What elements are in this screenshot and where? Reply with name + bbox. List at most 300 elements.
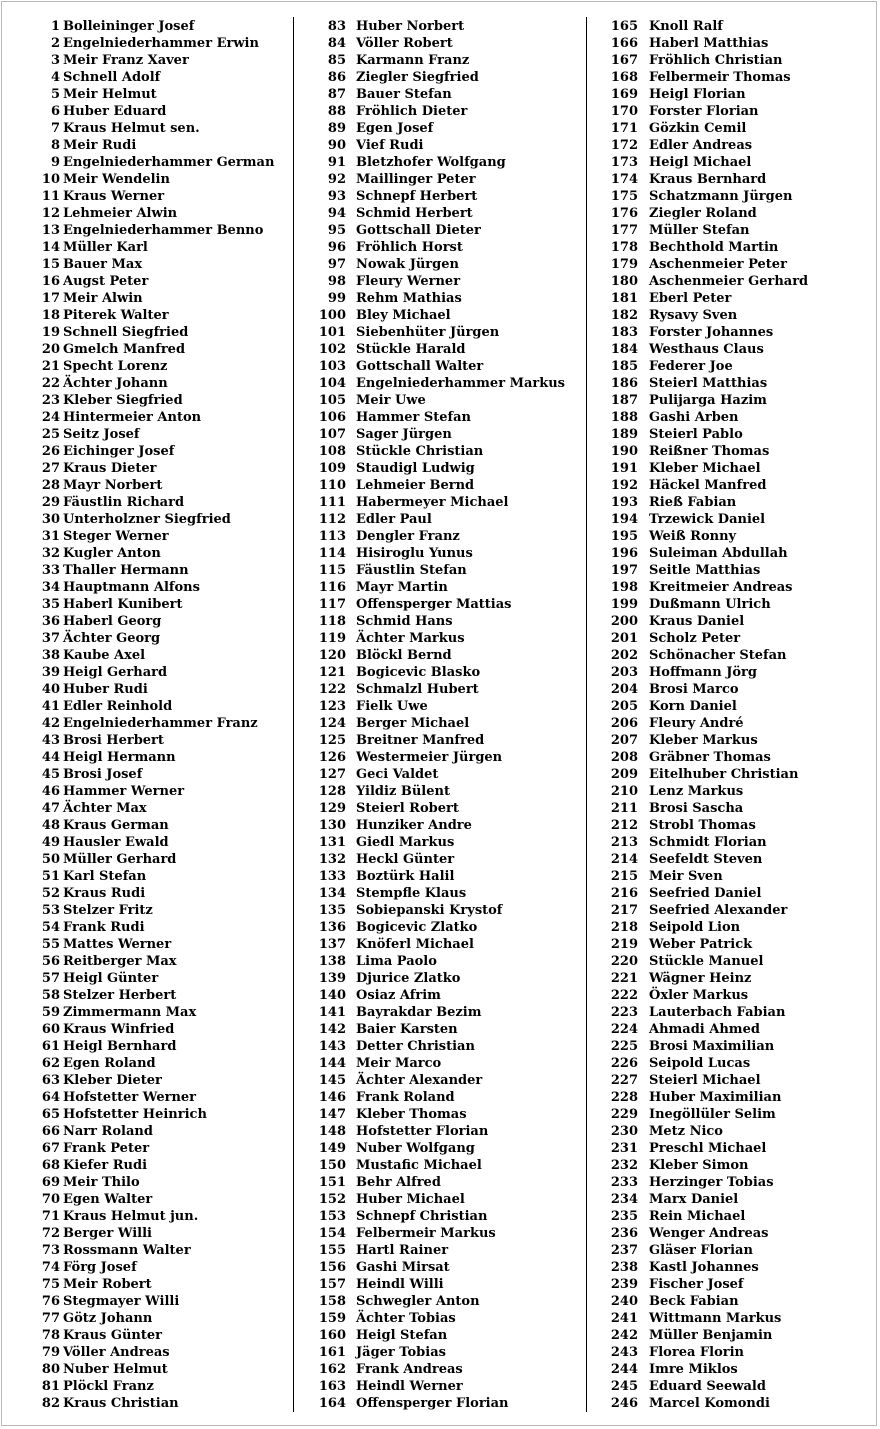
list-item [26, 511, 231, 528]
member-name: Meir Thilo [63, 1175, 140, 1190]
entry-number: 79 [41, 1345, 60, 1360]
entry-number: 163 [318, 1379, 346, 1394]
entry-number: 204 [610, 682, 638, 697]
member-name: Meir Robert [63, 1277, 152, 1292]
member-name: Ahmadi Ahmed [649, 1022, 760, 1037]
entry-number: 59 [41, 1005, 60, 1020]
member-name: Strobl Thomas [649, 818, 756, 833]
list-item [26, 1072, 162, 1089]
list-item [604, 494, 737, 511]
list-item [312, 868, 455, 885]
member-name: Egen Walter [63, 1192, 153, 1207]
entry-number: 123 [318, 699, 346, 714]
list-item [604, 1106, 776, 1123]
entry-number: 53 [41, 903, 60, 918]
entry-number: 139 [318, 971, 346, 986]
entry-number: 121 [318, 665, 346, 680]
entry-number: 238 [610, 1260, 638, 1275]
list-item [26, 1191, 153, 1208]
member-name: Reißner Thomas [649, 444, 770, 459]
entry-number: 27 [41, 461, 60, 476]
list-item [26, 1123, 153, 1140]
member-name: Seefeldt Steven [649, 852, 763, 867]
member-name: Lauterbach Fabian [649, 1005, 786, 1020]
member-name: Huber Maximilian [649, 1090, 782, 1105]
member-name: Eichinger Josef [63, 444, 175, 459]
member-name: Meir Marco [356, 1056, 442, 1071]
member-name: Kleber Siegfried [63, 393, 183, 408]
member-name: Ächter Johann [63, 376, 168, 391]
entry-number: 197 [610, 563, 638, 578]
member-name: Steger Werner [63, 529, 169, 544]
entry-number: 226 [610, 1056, 638, 1071]
list-item [312, 1259, 450, 1276]
entry-number: 82 [41, 1396, 60, 1411]
entry-number: 193 [610, 495, 638, 510]
entry-number: 222 [610, 988, 638, 1003]
member-name: Meir Rudi [63, 138, 137, 153]
member-name: Hammer Werner [63, 784, 185, 799]
member-name: Gottschall Dieter [356, 223, 481, 238]
entry-number: 15 [41, 257, 60, 272]
member-name: Rieß Fabian [649, 495, 737, 510]
entry-number: 58 [41, 988, 60, 1003]
member-name: Haberl Kunibert [63, 597, 183, 612]
member-name: Aschenmeier Peter [649, 257, 787, 272]
member-name: Westermeier Jürgen [356, 750, 503, 765]
entry-number: 172 [610, 138, 638, 153]
member-name: Felbermeir Thomas [649, 70, 791, 85]
member-name: Metz Nico [649, 1124, 723, 1139]
list-item [312, 1004, 482, 1021]
list-item [312, 52, 470, 69]
member-name: Augst Peter [63, 274, 149, 289]
entry-number: 126 [318, 750, 346, 765]
list-item [604, 409, 739, 426]
entry-number: 105 [318, 393, 346, 408]
member-name: Giedl Markus [356, 835, 455, 850]
member-name: Müller Gerhard [63, 852, 177, 867]
member-name: Kleber Simon [649, 1158, 749, 1173]
member-name: Fleury Werner [356, 274, 461, 289]
member-name: Rein Michael [649, 1209, 746, 1224]
member-name: Habermeyer Michael [356, 495, 509, 510]
member-name: Nuber Helmut [63, 1362, 168, 1377]
list-item [312, 307, 451, 324]
member-name: Schmidt Florian [649, 835, 767, 850]
list-item [604, 1361, 738, 1378]
member-name: Hoffmann Jörg [649, 665, 757, 680]
list-item [604, 868, 723, 885]
member-name: Nowak Jürgen [356, 257, 459, 272]
list-item [26, 52, 189, 69]
member-name: Meir Franz Xaver [63, 53, 189, 68]
member-name: Karl Stefan [63, 869, 147, 884]
entry-number: 5 [50, 87, 60, 102]
list-item [604, 18, 723, 35]
entry-number: 49 [41, 835, 60, 850]
list-item [26, 1140, 150, 1157]
member-name: Unterholzner Siegfried [63, 512, 231, 527]
entry-number: 153 [318, 1209, 346, 1224]
member-name: Kraus Helmut sen. [63, 121, 200, 136]
list-item [604, 426, 743, 443]
entry-number: 243 [610, 1345, 638, 1360]
member-name: Schmid Herbert [356, 206, 473, 221]
entry-number: 219 [610, 937, 638, 952]
list-item [604, 103, 759, 120]
entry-number: 18 [41, 308, 60, 323]
member-name: Müller Benjamin [649, 1328, 773, 1343]
member-name: Steierl Matthias [649, 376, 768, 391]
member-name: Mustafic Michael [356, 1158, 482, 1173]
list-item [604, 817, 756, 834]
entry-number: 76 [41, 1294, 60, 1309]
member-name: Hisiroglu Yunus [356, 546, 473, 561]
member-name: Götz Johann [63, 1311, 153, 1326]
entry-number: 148 [318, 1124, 346, 1139]
member-name: Plöckl Franz [63, 1379, 154, 1394]
member-name: Hofstetter Werner [63, 1090, 197, 1105]
member-name: Fischer Josef [649, 1277, 744, 1292]
entry-number: 3 [50, 53, 60, 68]
list-item [604, 52, 783, 69]
member-name: Meir Alwin [63, 291, 143, 306]
member-name: Gräbner Thomas [649, 750, 771, 765]
list-item [312, 749, 503, 766]
list-item [26, 392, 183, 409]
member-name: Stempfle Klaus [356, 886, 467, 901]
entry-number: 117 [318, 597, 346, 612]
entry-number: 50 [41, 852, 60, 867]
list-item [312, 324, 500, 341]
list-item [26, 1157, 148, 1174]
list-item [604, 749, 771, 766]
entry-number: 102 [318, 342, 346, 357]
list-item [26, 970, 159, 987]
entry-number: 129 [318, 801, 346, 816]
list-item [312, 970, 461, 987]
list-item [604, 664, 757, 681]
entry-number: 207 [610, 733, 638, 748]
member-name: Lehmeier Alwin [63, 206, 178, 221]
entry-number: 214 [610, 852, 638, 867]
entry-number: 237 [610, 1243, 638, 1258]
member-name: Meir Wendelin [63, 172, 170, 187]
member-name: Öxler Markus [649, 988, 749, 1003]
member-name: Eberl Peter [649, 291, 732, 306]
list-item [604, 1276, 744, 1293]
entry-number: 61 [41, 1039, 60, 1054]
member-name: Bogicevic Zlatko [356, 920, 478, 935]
entry-number: 10 [41, 172, 60, 187]
member-name: Heigl Günter [63, 971, 159, 986]
list-item [604, 392, 767, 409]
entry-number: 84 [327, 36, 346, 51]
member-name: Frank Andreas [356, 1362, 463, 1377]
list-item [312, 1293, 480, 1310]
list-item [26, 817, 169, 834]
entry-number: 228 [610, 1090, 638, 1105]
list-item [604, 851, 763, 868]
entry-number: 213 [610, 835, 638, 850]
member-name: Dengler Franz [356, 529, 460, 544]
entry-number: 60 [41, 1022, 60, 1037]
member-name: Bletzhofer Wolfgang [356, 155, 506, 170]
list-item [604, 919, 741, 936]
member-name: Detter Christian [356, 1039, 475, 1054]
member-name: Wägner Heinz [649, 971, 752, 986]
entry-number: 33 [41, 563, 60, 578]
member-name: Narr Roland [63, 1124, 153, 1139]
list-item [312, 953, 437, 970]
list-item [604, 307, 738, 324]
member-name: Westhaus Claus [649, 342, 764, 357]
entry-number: 221 [610, 971, 638, 986]
entry-number: 147 [318, 1107, 346, 1122]
column-divider-2 [586, 17, 587, 1412]
member-column-2 [312, 18, 566, 1412]
entry-number: 173 [610, 155, 638, 170]
member-name: Dußmann Ulrich [649, 597, 771, 612]
entry-number: 133 [318, 869, 346, 884]
entry-number: 166 [610, 36, 638, 51]
list-item [312, 1242, 449, 1259]
list-item [604, 443, 770, 460]
member-name: Meir Sven [649, 869, 723, 884]
member-name: Berger Willi [63, 1226, 152, 1241]
entry-number: 22 [41, 376, 60, 391]
entry-number: 69 [41, 1175, 60, 1190]
list-item [312, 1106, 467, 1123]
list-item [26, 290, 143, 307]
list-item [604, 1072, 761, 1089]
member-name: Kiefer Rudi [63, 1158, 148, 1173]
entry-number: 158 [318, 1294, 346, 1309]
member-name: Ächter Markus [356, 631, 465, 646]
entry-number: 200 [610, 614, 638, 629]
member-name: Bauer Stefan [356, 87, 452, 102]
entry-number: 185 [610, 359, 638, 374]
entry-number: 198 [610, 580, 638, 595]
list-item [312, 630, 465, 647]
member-name: Stückle Christian [356, 444, 484, 459]
list-item [26, 851, 177, 868]
list-item [604, 1344, 744, 1361]
list-item [26, 783, 185, 800]
entry-number: 93 [327, 189, 346, 204]
entry-number: 156 [318, 1260, 346, 1275]
list-item [312, 800, 459, 817]
list-item [604, 766, 799, 783]
entry-number: 57 [41, 971, 60, 986]
member-name: Seipold Lion [649, 920, 741, 935]
entry-number: 87 [327, 87, 346, 102]
member-name: Weiß Ronny [649, 529, 737, 544]
list-item [26, 409, 202, 426]
entry-number: 134 [318, 886, 346, 901]
entry-number: 28 [41, 478, 60, 493]
list-item [26, 1395, 179, 1412]
member-name: Seefried Daniel [649, 886, 762, 901]
entry-number: 56 [41, 954, 60, 969]
entry-number: 25 [41, 427, 60, 442]
entry-number: 122 [318, 682, 346, 697]
column-divider-1 [293, 17, 294, 1412]
list-item [312, 817, 472, 834]
list-item [312, 1276, 444, 1293]
member-name: Boztürk Halil [356, 869, 455, 884]
member-name: Piterek Walter [63, 308, 169, 323]
list-item [26, 698, 173, 715]
member-name: Zimmermann Max [63, 1005, 197, 1020]
list-item [604, 341, 764, 358]
entry-number: 154 [318, 1226, 346, 1241]
member-name: Kraus Winfried [63, 1022, 175, 1037]
member-name: Kugler Anton [63, 546, 161, 561]
list-item [604, 834, 767, 851]
entry-number: 32 [41, 546, 60, 561]
list-item [604, 460, 761, 477]
list-item [26, 681, 148, 698]
entry-number: 138 [318, 954, 346, 969]
list-item [26, 324, 189, 341]
list-item [604, 358, 733, 375]
list-item [312, 885, 467, 902]
entry-number: 239 [610, 1277, 638, 1292]
list-item [604, 375, 768, 392]
member-name: Kraus German [63, 818, 169, 833]
list-item [312, 987, 441, 1004]
entry-number: 194 [610, 512, 638, 527]
entry-number: 206 [610, 716, 638, 731]
list-item [604, 137, 753, 154]
list-item [26, 800, 147, 817]
entry-number: 124 [318, 716, 346, 731]
entry-number: 181 [610, 291, 638, 306]
member-name: Fäustlin Richard [63, 495, 185, 510]
list-item [26, 1055, 156, 1072]
member-name: Offensperger Mattias [356, 597, 512, 612]
entry-number: 131 [318, 835, 346, 850]
list-item [312, 1072, 483, 1089]
member-name: Huber Norbert [356, 19, 465, 34]
member-name: Reitberger Max [63, 954, 177, 969]
member-name: Ächter Alexander [356, 1073, 483, 1088]
list-item [26, 1327, 162, 1344]
list-item [604, 1089, 782, 1106]
list-item [26, 188, 165, 205]
list-item [604, 732, 758, 749]
member-name: Kraus Günter [63, 1328, 162, 1343]
entry-number: 240 [610, 1294, 638, 1309]
member-name: Stückle Manuel [649, 954, 764, 969]
member-name: Meir Helmut [63, 87, 157, 102]
list-item [312, 834, 455, 851]
list-item [26, 902, 153, 919]
list-item [604, 1140, 767, 1157]
list-item [312, 137, 424, 154]
entry-number: 174 [610, 172, 638, 187]
member-name: Kaube Axel [63, 648, 146, 663]
list-item [26, 1378, 154, 1395]
entry-number: 235 [610, 1209, 638, 1224]
entry-number: 191 [610, 461, 638, 476]
list-item [26, 460, 157, 477]
list-item [604, 324, 774, 341]
member-name: Seefried Alexander [649, 903, 788, 918]
list-item [26, 1021, 175, 1038]
list-item [604, 1378, 766, 1395]
member-name: Kastl Johannes [649, 1260, 759, 1275]
entry-number: 20 [41, 342, 60, 357]
list-item [312, 647, 452, 664]
list-item [604, 1327, 773, 1344]
entry-number: 21 [41, 359, 60, 374]
entry-number: 234 [610, 1192, 638, 1207]
member-name: Baier Karsten [356, 1022, 458, 1037]
list-item [26, 885, 146, 902]
list-item [604, 120, 747, 137]
member-name: Frank Roland [356, 1090, 455, 1105]
entry-number: 40 [41, 682, 60, 697]
list-item [312, 35, 453, 52]
list-item [604, 1293, 739, 1310]
list-item [312, 579, 448, 596]
member-name: Heigl Stefan [356, 1328, 448, 1343]
list-item [312, 902, 503, 919]
entry-number: 45 [41, 767, 60, 782]
member-name: Häckel Manfred [649, 478, 767, 493]
entry-number: 210 [610, 784, 638, 799]
member-name: Heigl Hermann [63, 750, 176, 765]
list-item [604, 681, 739, 698]
entry-number: 164 [318, 1396, 346, 1411]
list-item [26, 528, 169, 545]
entry-number: 8 [50, 138, 60, 153]
member-name: Bogicevic Blasko [356, 665, 481, 680]
member-name: Kraus Daniel [649, 614, 745, 629]
member-name: Schnepf Christian [356, 1209, 488, 1224]
list-item [604, 171, 767, 188]
entry-number: 72 [41, 1226, 60, 1241]
entry-number: 109 [318, 461, 346, 476]
entry-number: 118 [318, 614, 346, 629]
list-item [26, 664, 168, 681]
entry-number: 230 [610, 1124, 638, 1139]
member-name: Fäustlin Stefan [356, 563, 467, 578]
entry-number: 128 [318, 784, 346, 799]
member-name: Schnell Adolf [63, 70, 161, 85]
member-name: Kraus Bernhard [649, 172, 767, 187]
entry-number: 24 [41, 410, 60, 425]
entry-number: 152 [318, 1192, 346, 1207]
entry-number: 42 [41, 716, 60, 731]
entry-number: 81 [41, 1379, 60, 1394]
member-name: Kleber Markus [649, 733, 758, 748]
entry-number: 88 [327, 104, 346, 119]
member-name: Hofstetter Heinrich [63, 1107, 207, 1122]
list-item [26, 171, 170, 188]
list-item [604, 715, 744, 732]
member-name: Fröhlich Christian [649, 53, 783, 68]
entry-number: 146 [318, 1090, 346, 1105]
entry-number: 212 [610, 818, 638, 833]
list-item [26, 103, 167, 120]
entry-number: 236 [610, 1226, 638, 1241]
list-item [26, 766, 143, 783]
list-item [604, 239, 779, 256]
